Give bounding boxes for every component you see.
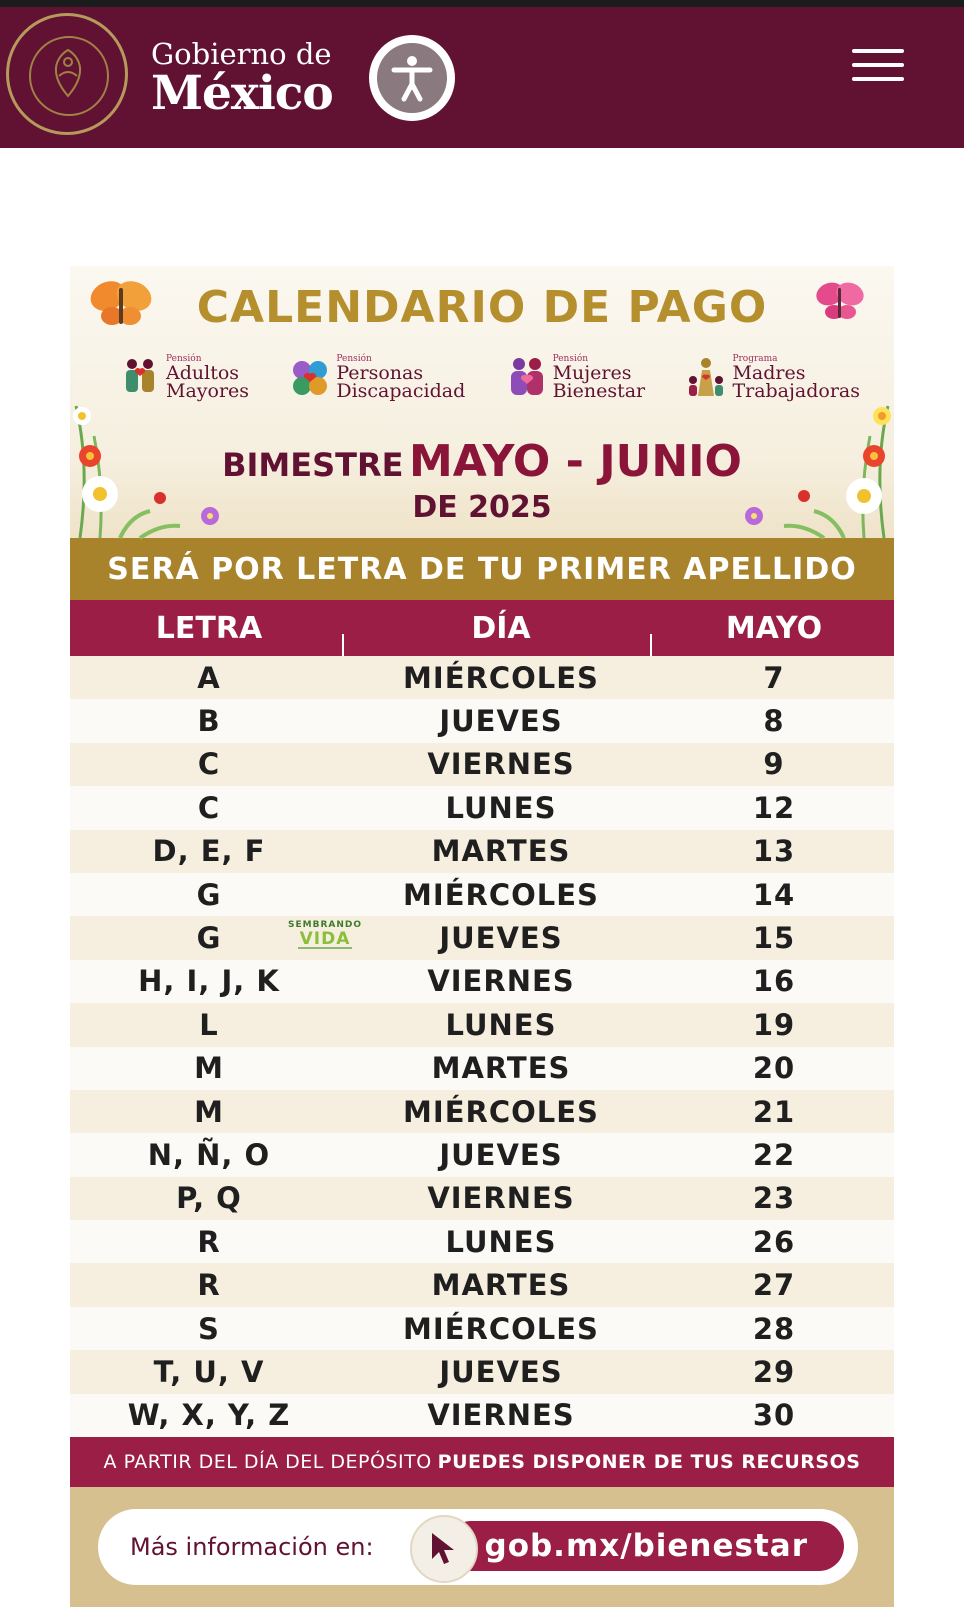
payment-calendar-card: [70, 266, 894, 1600]
bimestre-months: MAYO - JUNIO: [409, 436, 742, 487]
program-mujeres-bienestar: [507, 352, 646, 402]
cell-fecha: 28: [752, 1311, 796, 1346]
table-row: [70, 830, 894, 873]
cell-fecha: 12: [752, 790, 796, 825]
program-name-line2: Discapacidad: [336, 380, 466, 402]
adultos-mayores-icon: [120, 356, 160, 398]
deposit-note-regular: A PARTIR DEL DÍA DEL DEPÓSITO: [103, 1451, 432, 1474]
deposit-note-bold: PUEDES DISPONER DE TUS RECURSOS: [437, 1451, 861, 1474]
personas-discapacidad-icon: [290, 356, 330, 398]
cell-fecha: 29: [752, 1354, 796, 1389]
schedule-table-body: [70, 656, 894, 1437]
calendar-header: [70, 266, 894, 538]
programs-row: [120, 352, 860, 402]
cell-letra: D, E, F: [152, 834, 266, 869]
program-name-line1: Personas: [336, 362, 424, 384]
cell-fecha: 19: [752, 1007, 796, 1042]
cell-dia: MARTES: [431, 1051, 571, 1086]
cell-dia: LUNES: [445, 1007, 557, 1042]
site-header: [0, 7, 964, 148]
cursor-pointer-icon: [428, 1531, 460, 1567]
cell-fecha: 21: [752, 1094, 796, 1129]
cell-letra: C: [197, 747, 221, 782]
cell-letra: G: [196, 921, 222, 956]
cell-fecha: 14: [752, 877, 796, 912]
cursor-button: [410, 1515, 478, 1583]
cell-letra: G: [196, 877, 222, 912]
gov-logo-title[interactable]: [151, 37, 333, 121]
cell-fecha: 27: [752, 1268, 796, 1303]
top-border: [0, 0, 964, 7]
cell-dia: MARTES: [431, 834, 571, 869]
deposit-note: [70, 1437, 894, 1487]
eagle-icon: [47, 46, 89, 100]
cell-fecha: 22: [752, 1137, 796, 1172]
more-info-label: Más información en:: [130, 1533, 374, 1562]
program-name-line1: Madres: [732, 362, 806, 384]
table-row: [70, 743, 894, 786]
program-adultos-mayores: [120, 352, 249, 402]
accessibility-icon: [390, 54, 434, 102]
table-row: [70, 1177, 894, 1220]
cell-letra: B: [197, 704, 221, 739]
table-row: [70, 699, 894, 742]
cell-fecha: 7: [763, 660, 785, 695]
table-row: [70, 1090, 894, 1133]
cell-letra: R: [197, 1268, 221, 1303]
header-dia: DÍA: [471, 610, 531, 646]
cell-fecha: 16: [752, 964, 796, 999]
program-kind: Programa: [732, 354, 778, 364]
bienestar-link[interactable]: gob.mx/bienestar: [446, 1521, 844, 1571]
bimestre-label: BIMESTRE: [222, 446, 404, 484]
table-row: [70, 1350, 894, 1393]
hamburger-menu-icon[interactable]: [852, 49, 904, 83]
table-row: [70, 786, 894, 829]
cell-fecha: 8: [763, 704, 785, 739]
calendar-title: CALENDARIO DE PAGO: [196, 282, 768, 333]
cell-letra: P, Q: [176, 1181, 242, 1216]
national-seal-logo[interactable]: [6, 13, 128, 135]
table-row: [70, 1047, 894, 1090]
cell-letra: N, Ñ, O: [147, 1137, 271, 1172]
table-row: [70, 1003, 894, 1046]
header-separator: [342, 634, 344, 656]
cell-letra: T, U, V: [153, 1354, 265, 1389]
cell-dia: JUEVES: [439, 704, 563, 739]
program-personas-discapacidad: [290, 352, 465, 402]
bimestre-heading: [70, 436, 894, 487]
more-info-pill: [98, 1509, 858, 1585]
gov-title-line1: Gobierno de: [151, 37, 332, 71]
cell-dia: JUEVES: [439, 921, 563, 956]
more-info-area: [70, 1487, 894, 1607]
pink-butterfly-icon: [814, 278, 866, 326]
cell-dia: VIERNES: [427, 1398, 575, 1433]
program-kind: Pensión: [552, 354, 589, 364]
cell-letra: S: [198, 1311, 220, 1346]
cell-fecha: 26: [752, 1224, 796, 1259]
mujeres-bienestar-icon: [507, 356, 547, 398]
table-row: [70, 960, 894, 1003]
program-name-line1: Adultos: [166, 362, 240, 384]
header-mayo: MAYO: [725, 610, 823, 646]
cell-fecha: 9: [763, 747, 785, 782]
program-name-line1: Mujeres: [552, 362, 632, 384]
svg-text:VIDA: VIDA: [299, 929, 351, 950]
cell-dia: MIÉRCOLES: [403, 877, 599, 912]
cell-letra: H, I, J, K: [138, 964, 280, 999]
cell-dia: JUEVES: [439, 1354, 563, 1389]
gov-title-line2: México: [151, 66, 333, 121]
program-kind: Pensión: [166, 354, 202, 364]
cell-letra: L: [199, 1007, 219, 1042]
program-name-line2: Bienestar: [552, 380, 646, 402]
cell-dia: VIERNES: [427, 747, 575, 782]
cell-dia: MIÉRCOLES: [403, 1311, 599, 1346]
table-row: [70, 1133, 894, 1176]
cell-dia: VIERNES: [427, 1181, 575, 1216]
table-row: [70, 916, 894, 959]
cell-fecha: 15: [752, 921, 796, 956]
program-madres-trabajadoras: [686, 352, 860, 402]
table-row: [70, 873, 894, 916]
table-row: [70, 1394, 894, 1437]
cell-letra: R: [197, 1224, 221, 1259]
header-separator: [650, 634, 652, 656]
table-row: [70, 1307, 894, 1350]
header-letra: LETRA: [155, 610, 263, 646]
madres-trabajadoras-icon: [686, 356, 726, 398]
cell-dia: MARTES: [431, 1268, 571, 1303]
program-kind: Pensión: [336, 354, 372, 364]
cell-dia: JUEVES: [439, 1137, 563, 1172]
table-row: [70, 656, 894, 699]
cell-fecha: 20: [752, 1051, 796, 1086]
table-row: [70, 1263, 894, 1306]
accessibility-button[interactable]: [369, 35, 455, 121]
cell-letra: M: [194, 1094, 224, 1129]
cell-letra: W, X, Y, Z: [127, 1398, 291, 1433]
apellido-banner: SERÁ POR LETRA DE TU PRIMER APELLIDO: [70, 538, 894, 600]
cell-letra: M: [194, 1051, 224, 1086]
svg-text:SEMBRANDO: SEMBRANDO: [288, 920, 362, 931]
cell-letra: C: [197, 790, 221, 825]
cell-fecha: 13: [752, 834, 796, 869]
cell-dia: LUNES: [445, 1224, 557, 1259]
program-name-line2: Mayores: [166, 380, 250, 402]
cell-dia: LUNES: [445, 790, 557, 825]
table-header: [70, 600, 894, 656]
cell-dia: VIERNES: [427, 964, 575, 999]
cell-fecha: 30: [752, 1398, 796, 1433]
table-row: [70, 1220, 894, 1263]
program-name-line2: Trabajadoras: [732, 380, 860, 402]
cell-dia: MIÉRCOLES: [403, 1094, 599, 1129]
sembrando-vida-logo: [288, 916, 362, 952]
bimestre-year: DE 2025: [412, 490, 552, 525]
cell-fecha: 23: [752, 1181, 796, 1216]
cell-dia: MIÉRCOLES: [403, 660, 599, 695]
cell-letra: A: [197, 660, 221, 695]
